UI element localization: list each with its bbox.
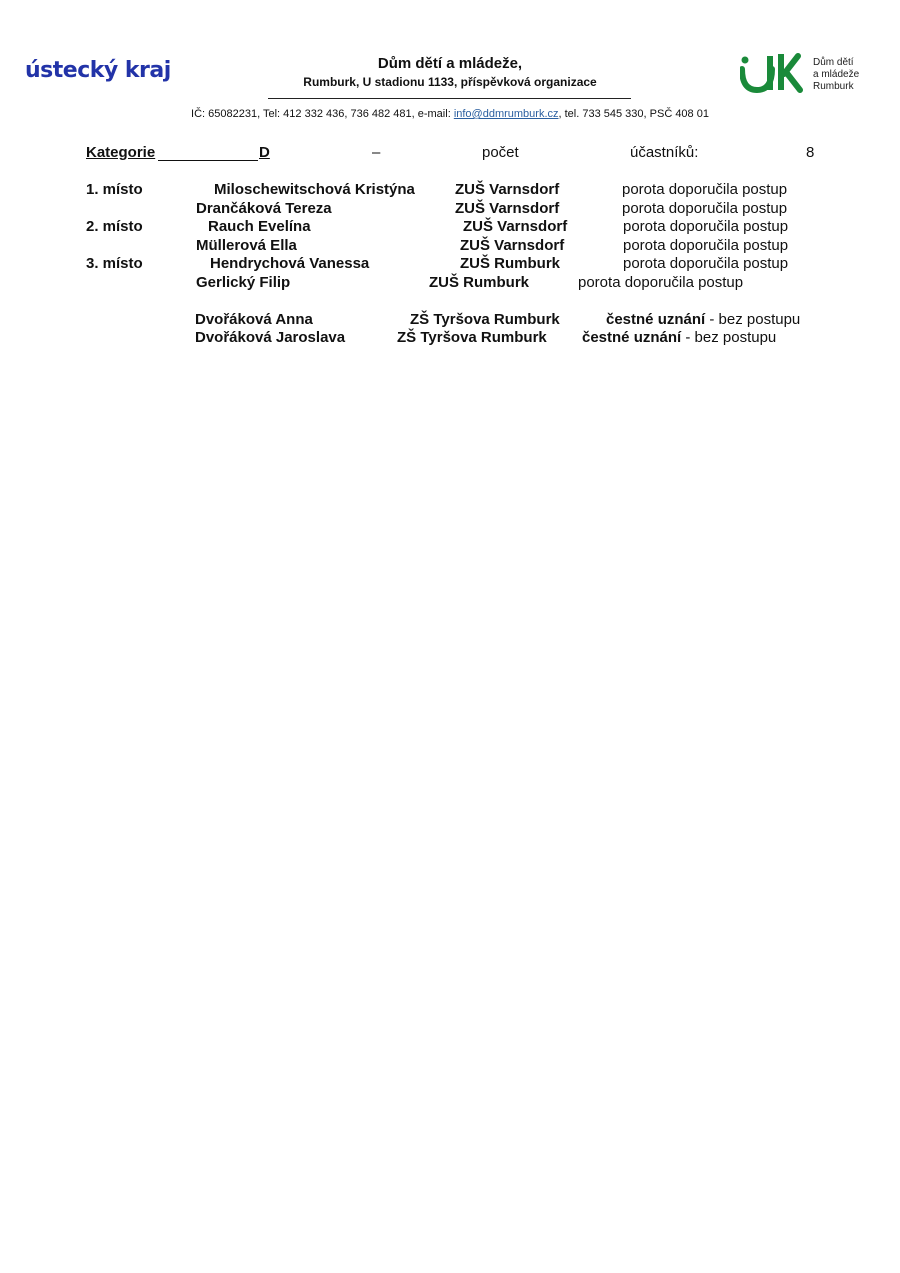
participant-school: ZUŠ Rumburk (429, 274, 530, 291)
count-word: počet (482, 144, 519, 161)
participant-school: ZUŠ Varnsdorf (455, 181, 560, 198)
participant-school: ZUŠ Varnsdorf (455, 200, 560, 217)
place-label: 2. místo (86, 218, 143, 235)
participant-name: Miloschewitschová Kristýna (214, 181, 415, 198)
result-note (622, 200, 787, 218)
participant-name: Dvořáková Jaroslava (195, 329, 346, 346)
participant-school: ZUŠ Varnsdorf (463, 218, 568, 235)
result-note (623, 255, 788, 273)
email-link[interactable]: info@ddmrumburk.cz (453, 108, 559, 120)
note-text: porota doporučila postup (623, 218, 789, 235)
participant-school: ZŠ Tyršova Rumburk (397, 329, 547, 346)
contact-line (0, 108, 900, 120)
note-text: porota doporučila postup (623, 237, 789, 254)
result-note (623, 218, 788, 236)
org-title: Dům dětí a mládeže, (377, 55, 523, 72)
participant-name: Gerlický Filip (196, 274, 291, 291)
result-note (623, 237, 788, 255)
category-value: D (259, 144, 270, 161)
ddm-rumburk-logo-icon (740, 52, 804, 99)
result-note (582, 329, 776, 347)
note-text: - bez postupu (705, 311, 801, 328)
participant-count: 8 (806, 144, 815, 161)
result-note (622, 181, 787, 199)
logo-text-line2: a mládeže (813, 69, 860, 80)
ddm-rumburk-logo-text (813, 57, 883, 93)
participant-school: ZŠ Tyršova Rumburk (410, 311, 560, 328)
participant-school: ZUŠ Rumburk (460, 255, 561, 272)
note-text: porota doporučila postup (623, 255, 789, 272)
place-label: 1. místo (86, 181, 143, 198)
ustecky-kraj-logo: ústecký kraj (25, 58, 171, 83)
participant-name: Drančáková Tereza (196, 200, 332, 217)
logo-text-line3: Rumburk (813, 81, 854, 92)
category-label: Kategorie (86, 144, 156, 161)
note-bold: čestné uznání (582, 329, 682, 346)
org-address: Rumburk, U stadionu 1133, příspěvková organizace (303, 75, 597, 89)
category-dash: – (372, 144, 381, 161)
contact-prefix: IČ: 65082231, Tel: 412 332 436, 736 482 481, e-mail: (191, 108, 454, 120)
contact-suffix: , tel. 733 545 330, PSČ 408 01 (558, 108, 709, 120)
result-note (606, 311, 800, 329)
note-text: porota doporučila postup (578, 274, 744, 291)
category-underline (158, 160, 258, 161)
participant-name: Müllerová Ella (196, 237, 297, 254)
note-bold: čestné uznání (606, 311, 706, 328)
logo-text-line1: Dům dětí (813, 57, 854, 68)
participant-school: ZUŠ Varnsdorf (460, 237, 565, 254)
place-label: 3. místo (86, 255, 143, 272)
participant-name: Rauch Evelína (208, 218, 311, 235)
participant-name: Dvořáková Anna (195, 311, 313, 328)
participant-name: Hendrychová Vanessa (210, 255, 370, 272)
note-text: - bez postupu (681, 329, 777, 346)
note-text: porota doporučila postup (622, 181, 788, 198)
header-divider (268, 98, 631, 99)
result-note (578, 274, 743, 292)
participants-word: účastníků: (630, 144, 699, 161)
note-text: porota doporučila postup (622, 200, 788, 217)
